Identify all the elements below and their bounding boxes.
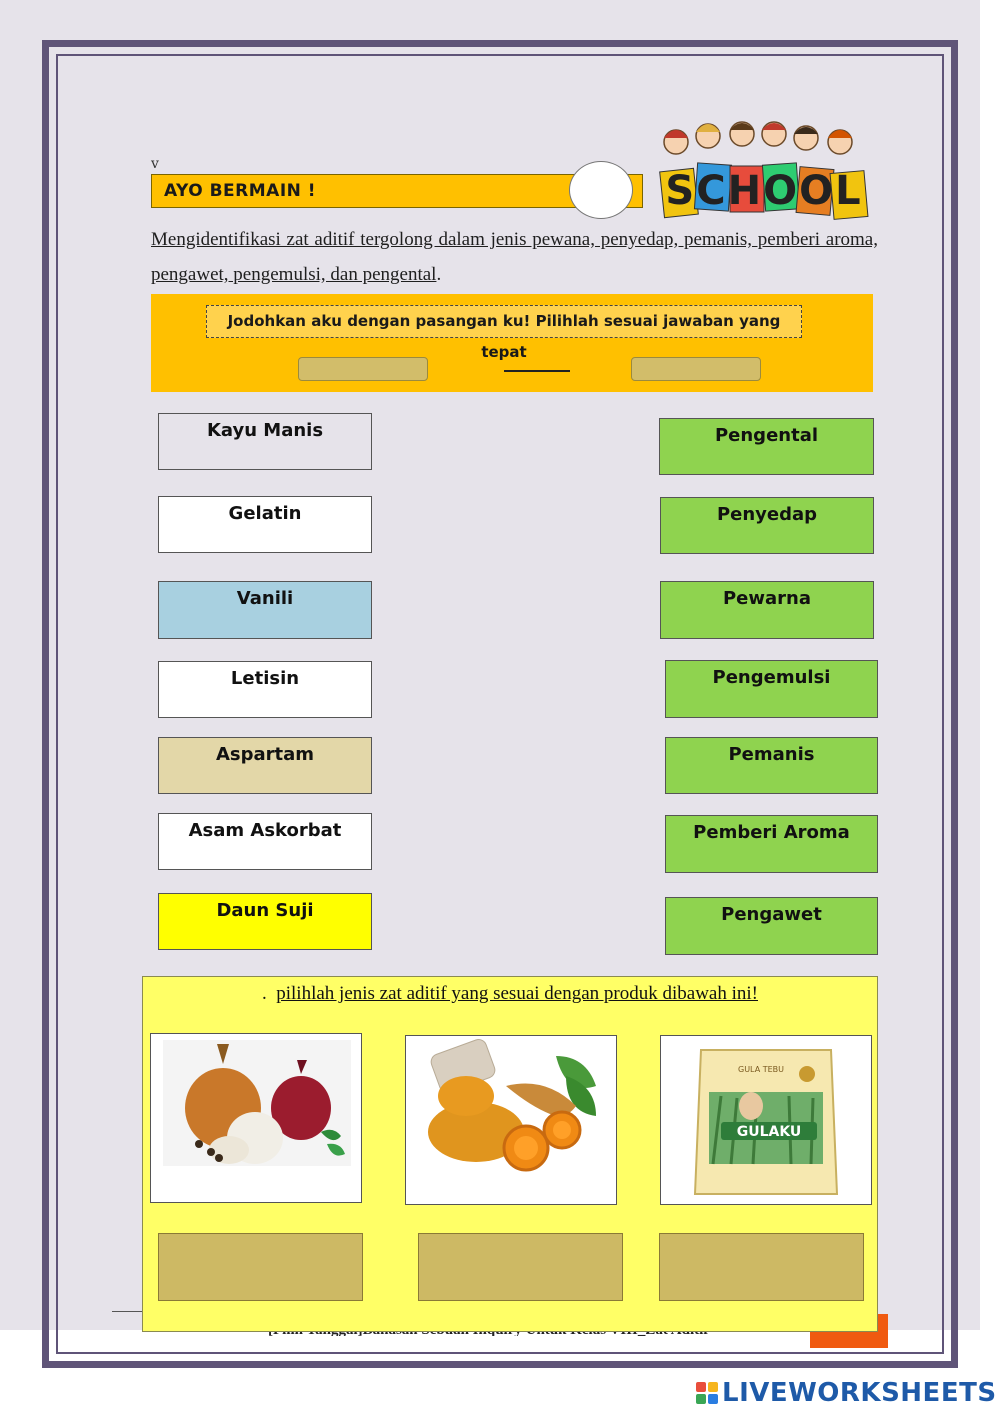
right-item-pengawet[interactable]	[665, 897, 878, 955]
title-bullet: .	[262, 983, 267, 1004]
product-section-title	[143, 983, 877, 1005]
instruction-band	[151, 294, 873, 392]
intro-text: Mengidentifikasi zat aditif tergolong dalam jenis pewana, penyedap, pemanis, pemberi aroma, pengawet, pengemulsi, dan pengental	[151, 229, 878, 285]
intro-paragraph	[151, 222, 878, 292]
left-item-aspartam[interactable]	[158, 737, 372, 794]
sugar-bag-top-text: GULA TEBU	[738, 1065, 784, 1074]
turmeric-image	[406, 1036, 616, 1204]
right-item-pewarna[interactable]	[660, 581, 874, 639]
right-item-penyedap[interactable]	[660, 497, 874, 554]
right-item-pemanis[interactable]	[665, 737, 878, 794]
product-image-frame-1	[150, 1033, 362, 1203]
left-item-vanili[interactable]	[158, 581, 372, 639]
right-item-label: Penyedap	[716, 504, 818, 525]
right-item-label: Pemberi Aroma	[693, 822, 850, 843]
left-item-label: Aspartam	[215, 744, 315, 765]
left-item-label: Gelatin	[228, 503, 302, 524]
left-item-label: Asam Askorbat	[188, 820, 342, 841]
sugar-bag-brand: GULAKU	[736, 1124, 802, 1140]
product-image-frame-3	[660, 1035, 872, 1205]
left-item-label: Daun Suji	[216, 900, 314, 921]
right-item-label: Pewarna	[722, 588, 811, 609]
instruction-answer-field-right[interactable]	[631, 357, 761, 381]
sugar-bag-image	[661, 1036, 871, 1204]
title-text: pilihlah jenis zat aditif yang sesuai dengan produk dibawah ini!	[276, 983, 758, 1004]
footer-rule	[112, 1311, 144, 1312]
right-item-pengemulsi[interactable]	[665, 660, 878, 718]
right-item-label: Pengawet	[721, 904, 822, 925]
instruction-answer-field-left[interactable]	[298, 357, 428, 381]
left-item-label: Kayu Manis	[206, 420, 324, 441]
right-item-pemberi-aroma[interactable]	[665, 815, 878, 873]
liveworksheets-logo	[696, 1378, 997, 1408]
left-item-asam-askorbat[interactable]	[158, 813, 372, 870]
right-item-pengental[interactable]	[659, 418, 874, 475]
left-item-gelatin[interactable]	[158, 496, 372, 553]
school-logo-text: SCHOOL	[665, 168, 863, 214]
liveworksheets-wordmark: LIVEWORKSHEETS	[722, 1378, 997, 1408]
right-item-label: Pengental	[714, 425, 819, 446]
instruction-box	[206, 305, 802, 361]
page-title: AYO BERMAIN !	[164, 181, 317, 201]
intro-period: .	[436, 264, 442, 285]
left-item-kayu-manis[interactable]	[158, 413, 372, 470]
left-item-label: Vanili	[236, 588, 294, 609]
onion-garlic-image	[151, 1034, 361, 1202]
right-item-label: Pemanis	[728, 744, 815, 765]
stray-character: v	[151, 156, 159, 172]
product-image-frame-2	[405, 1035, 617, 1205]
connector-line	[504, 370, 570, 372]
title-circle-decoration	[569, 161, 633, 219]
product-answer-field-1[interactable]	[158, 1233, 363, 1301]
school-kids-logo	[656, 118, 872, 228]
left-item-daun-suji[interactable]	[158, 893, 372, 950]
liveworksheets-grid-icon	[696, 1382, 718, 1404]
product-answer-field-3[interactable]	[659, 1233, 864, 1301]
instruction-text: Jodohkan aku dengan pasangan ku! Pilihlah sesuai jawaban yang tepat	[227, 312, 781, 361]
right-item-label: Pengemulsi	[712, 667, 831, 688]
left-item-letisin[interactable]	[158, 661, 372, 718]
left-item-label: Letisin	[230, 668, 300, 689]
product-answer-field-2[interactable]	[418, 1233, 623, 1301]
